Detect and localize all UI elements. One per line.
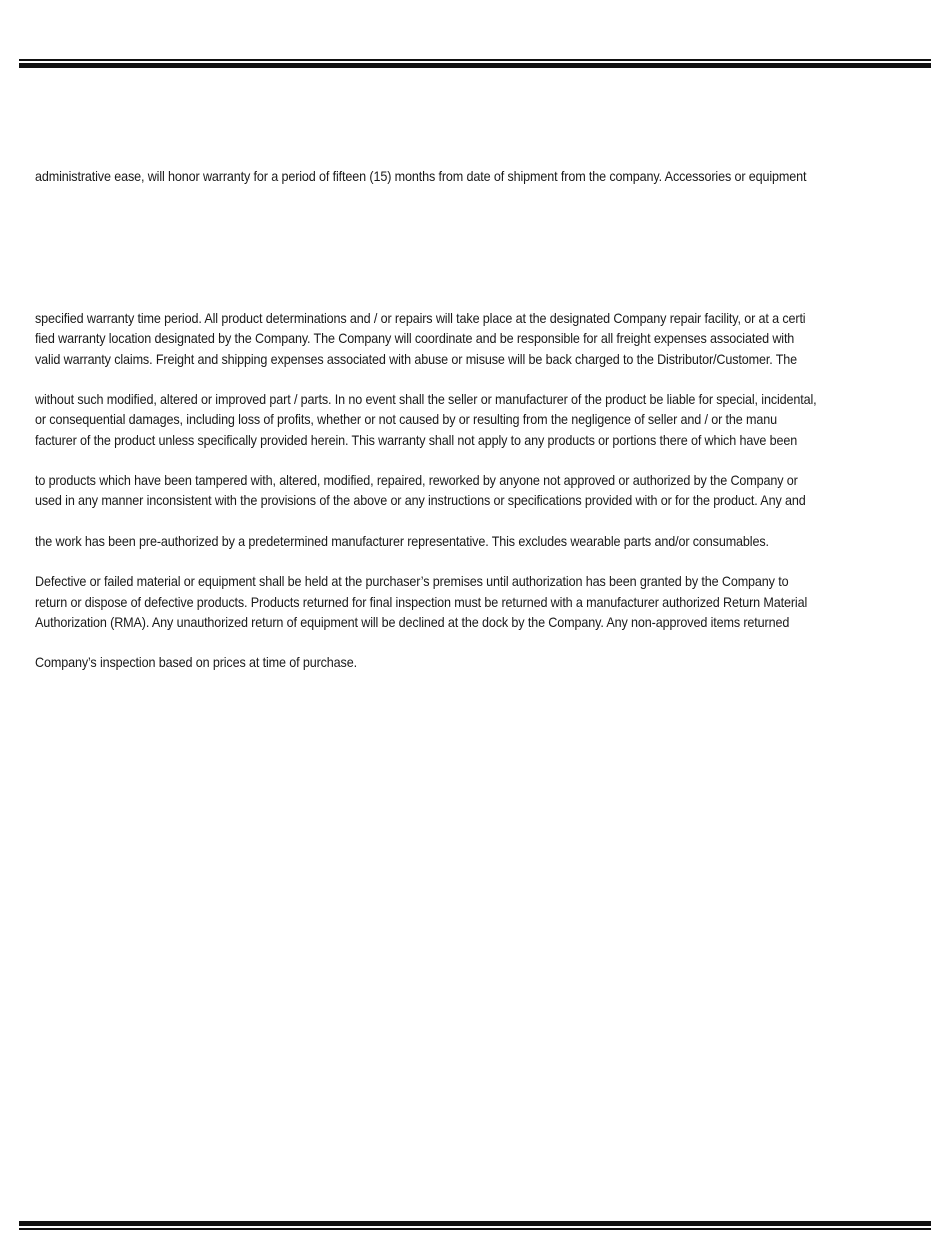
text-line: return or dispose of defective products. Products returned for final inspection must be returned with a manufacturer authorized Return Material	[35, 594, 808, 610]
text-line: Defective or failed material or equipment shall be held at the purchaser’s premises until authorization has been granted by the Company to	[35, 573, 789, 589]
text-line: the work has been pre-authorized by a predetermined manufacturer representative. This excludes wearable parts and/or consumables.	[35, 533, 769, 549]
text-line: administrative ease, will honor warranty for a period of fifteen (15) months from date of shipment from the company. Accessories or equipment	[35, 168, 807, 184]
top-rule-thick-line	[19, 63, 931, 68]
text-line: Authorization (RMA). Any unauthorized return of equipment will be declined at the dock by the Company. Any non-approved items returned	[35, 614, 790, 630]
text-line: to products which have been tampered with, altered, modified, repaired, reworked by anyone not approved or authorized by the Company or	[35, 472, 798, 488]
bottom-rule-thin-line	[19, 1228, 931, 1230]
text-line: facturer of the product unless specifically provided herein. This warranty shall not apply to any products or portions there of which have been	[35, 432, 798, 448]
text-line: valid warranty claims. Freight and shipping expenses associated with abuse or misuse will be back charged to the Distributor/Customer. The	[35, 351, 798, 367]
top-rule	[19, 59, 931, 68]
text-line: Company’s inspection based on prices at time of purchase.	[35, 654, 357, 670]
text-line: without such modified, altered or improved part / parts. In no event shall the seller or manufacturer of the product be liable for special, incidental,	[35, 391, 817, 407]
text-line: fied warranty location designated by the Company. The Company will coordinate and be responsible for all freight expenses associated with	[35, 330, 795, 346]
text-line: specified warranty time period. All product determinations and / or repairs will take place at the designated Company repair facility, or at a certi	[35, 310, 806, 326]
bottom-rule	[19, 1221, 931, 1230]
text-line: or consequential damages, including loss of profits, whether or not caused by or resulting from the negligence of seller and / or the manu	[35, 411, 778, 427]
text-line: used in any manner inconsistent with the provisions of the above or any instructions or specifications provided with or for the product. Any and	[35, 492, 806, 508]
